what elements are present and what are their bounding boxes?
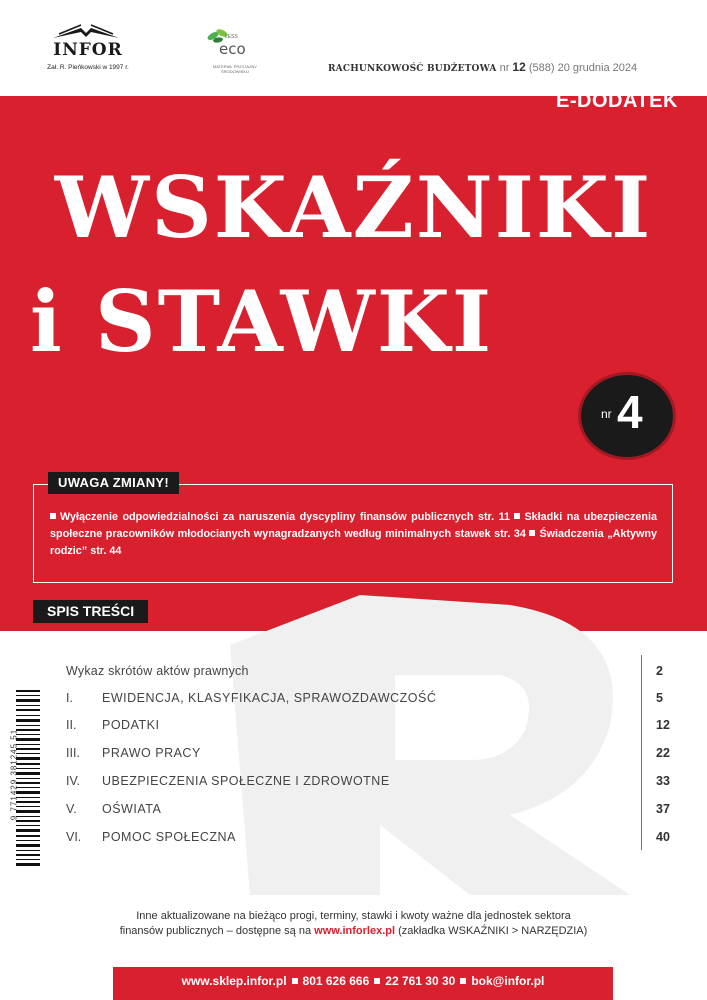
- phone-1[interactable]: 801 626 666: [302, 974, 370, 988]
- edition-tag: E-DODATEK: [556, 90, 678, 112]
- note-text: finansów publicznych – dostępne są na: [119, 925, 312, 937]
- issue-total: (588): [528, 62, 555, 74]
- toc-number: V.: [66, 802, 77, 816]
- toc-number: I.: [66, 691, 73, 705]
- changes-list: [50, 509, 657, 560]
- toc-row[interactable]: [66, 830, 676, 850]
- barcode-number: 9 771429 381245 51: [9, 728, 19, 821]
- eco-logo: [205, 26, 265, 78]
- toc-number: II.: [66, 718, 77, 732]
- toc-label: POMOC SPOŁECZNA: [102, 830, 236, 844]
- infor-logo-text: INFOR: [53, 40, 123, 60]
- eco-small-text: LESS: [225, 34, 238, 40]
- badge-prefix: nr: [601, 407, 612, 421]
- toc-label: Wykaz skrótów aktów prawnych: [66, 664, 249, 678]
- toc-row[interactable]: [66, 718, 676, 738]
- toc-page: 37: [656, 802, 670, 816]
- changes-item: Wyłączenie odpowiedzialności za naruszenia dyscypliny finansów publicznych str. 11: [60, 511, 511, 523]
- toc-row[interactable]: [66, 664, 676, 684]
- toc-label: UBEZPIECZENIA SPOŁECZNE I ZDROWOTNE: [102, 774, 390, 788]
- toc-row[interactable]: [66, 691, 676, 711]
- toc-heading: SPIS TREŚCI: [33, 600, 148, 623]
- changes-item: Świadczenia „Aktywny rodzic” str. 44: [50, 528, 657, 557]
- changes-item: Składki na ubezpieczenia społeczne pracowników młodocianych wynagradzanych według minimalnych stawek str. 34: [50, 511, 657, 540]
- issue-prefix: nr: [499, 62, 510, 74]
- issue-badge: [578, 372, 676, 460]
- bullet-square-icon: [514, 513, 520, 519]
- infor-logo: [34, 24, 142, 80]
- toc-row[interactable]: [66, 774, 676, 794]
- note-line-2: [0, 924, 707, 939]
- toc-page: 5: [656, 691, 663, 705]
- toc-number: IV.: [66, 774, 81, 788]
- header: [0, 0, 707, 96]
- inforlex-link[interactable]: www.inforlex.pl: [314, 925, 396, 937]
- note-line-1: Inne aktualizowane na bieżąco progi, terminy, stawki i kwoty ważne dla jednostek sektora: [136, 910, 571, 922]
- badge-number: 4: [617, 386, 643, 438]
- toc-page: 2: [656, 664, 663, 678]
- note-text: (zakładka WSKAŹNIKI > NARZĘDZIA): [398, 925, 588, 937]
- bullet-square-icon: [460, 978, 466, 984]
- toc-page: 22: [656, 746, 670, 760]
- toc-row[interactable]: [66, 746, 676, 766]
- toc-number: VI.: [66, 830, 82, 844]
- title-line-1: WSKAŹNIKI: [54, 158, 653, 257]
- issue-date: 20 grudnia 2024: [557, 62, 638, 74]
- toc-row[interactable]: [66, 802, 676, 822]
- bullet-square-icon: [374, 978, 380, 984]
- phone-2[interactable]: 22 761 30 30: [385, 974, 456, 988]
- toc-page: 40: [656, 830, 670, 844]
- toc-page: 33: [656, 774, 670, 788]
- toc-label: OŚWIATA: [102, 802, 162, 816]
- publication-name: RACHUNKOWOŚĆ BUDŻETOWA: [328, 64, 497, 74]
- shop-link[interactable]: www.sklep.infor.pl: [181, 974, 287, 988]
- publication-info: [328, 60, 637, 74]
- toc-label: EWIDENCJA, KLASYFIKACJA, SPRAWOZDAWCZOŚĆ: [102, 691, 437, 705]
- changes-title: UWAGA ZMIANY!: [48, 472, 179, 494]
- infor-since: Zał. R. Pieńkowski w 1997 r.: [47, 64, 129, 71]
- bullet-square-icon: [529, 530, 535, 536]
- barcode: [16, 688, 40, 868]
- footer-contacts: [113, 974, 613, 988]
- toc-label: PODATKI: [102, 718, 160, 732]
- toc-label: PRAWO PRACY: [102, 746, 201, 760]
- eco-caption: MATERIAŁ PRZYJAZNY ŚRODOWISKU: [212, 64, 258, 74]
- issue-number: 12: [512, 60, 526, 74]
- title-line-2: i STAWKI: [29, 272, 494, 371]
- eco-logo-text: eco: [219, 40, 246, 58]
- footer-note: [0, 909, 707, 939]
- email-link[interactable]: bok@infor.pl: [471, 974, 545, 988]
- eagle-wings-icon: [51, 24, 121, 40]
- toc-number: III.: [66, 746, 80, 760]
- toc-page: 12: [656, 718, 670, 732]
- bullet-square-icon: [292, 978, 298, 984]
- bullet-square-icon: [50, 513, 56, 519]
